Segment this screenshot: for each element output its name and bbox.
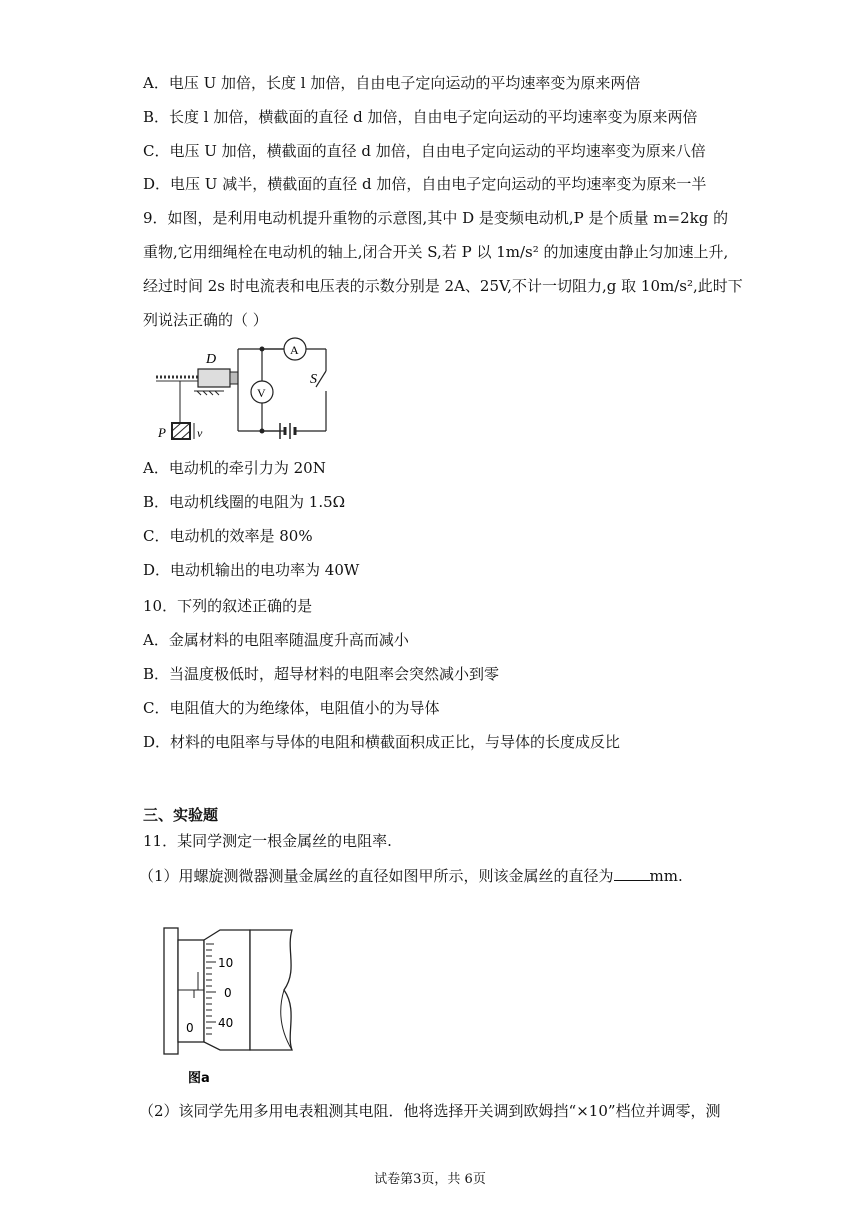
- q9-stem-line-4: 列说法正确的（ ）: [143, 311, 268, 329]
- section-title: 三、实验题: [143, 806, 219, 824]
- thimble-label-0: 0: [224, 986, 232, 1000]
- figure-caption: 图a: [188, 1071, 210, 1086]
- thimble-label-40: 40: [218, 1016, 234, 1030]
- q9-option-a: A．电动机的牵引力为 20N: [143, 459, 326, 477]
- q9-stem-line-1: 9．如图，是利用电动机提升重物的示意图,其中 D 是变频电动机,P 是个质量 m=2kg 的: [143, 209, 729, 227]
- motor-label: D: [206, 352, 217, 367]
- q8-option-c: C．电压 U 加倍，横截面的直径 d 加倍，自由电子定向运动的平均速率变为原来八倍: [143, 142, 706, 160]
- main-scale-label: 0: [186, 1021, 194, 1035]
- q11-part-1-unit: mm.: [649, 867, 683, 885]
- q10-stem: 10．下列的叙述正确的是: [143, 597, 313, 615]
- ammeter-label: A: [290, 343, 299, 357]
- thimble-label-10: 10: [218, 956, 234, 970]
- q8-option-d: D．电压 U 减半，横截面的直径 d 加倍，自由电子定向运动的平均速率变为原来一半: [143, 175, 707, 193]
- q10-option-c: C．电阻值大的为绝缘体，电阻值小的为导体: [143, 699, 440, 717]
- page-footer: 试卷第3页，共 6页: [374, 1172, 486, 1187]
- q8-option-a: A．电压 U 加倍，长度 l 加倍，自由电子定向运动的平均速率变为原来两倍: [143, 74, 641, 92]
- switch-label: S: [310, 372, 317, 387]
- q11-part-1: [139, 866, 683, 886]
- micrometer-figure: [158, 910, 318, 1088]
- q11-part-1-text: （1）用螺旋测微器测量金属丝的直径如图甲所示，则该金属丝的直径为: [139, 867, 614, 885]
- q10-option-b: B．当温度极低时，超导材料的电阻率会突然减小到零: [143, 665, 500, 683]
- q11-stem: 11．某同学测定一根金属丝的电阻率.: [143, 832, 392, 850]
- voltmeter-label: V: [257, 386, 266, 400]
- weight-label: P: [158, 425, 166, 440]
- q11-part-2: （2）该同学先用多用电表粗测其电阻．他将选择开关调到欧姆挡“×10”档位并调零，测: [139, 1102, 721, 1120]
- q10-option-d: D．材料的电阻率与导体的电阻和横截面积成正比，与导体的长度成反比: [143, 733, 621, 751]
- answer-blank[interactable]: [614, 866, 650, 881]
- q9-stem-line-3: 经过时间 2s 时电流表和电压表的示数分别是 2A、25V,不计一切阻力,g 取 10m/s²,此时下: [143, 277, 743, 295]
- motor-circuit-figure: [150, 335, 340, 445]
- q8-option-b: B．长度 l 加倍，横截面的直径 d 加倍，自由电子定向运动的平均速率变为原来两倍: [143, 108, 698, 126]
- q9-stem-line-2: 重物,它用细绳栓在电动机的轴上,闭合开关 S,若 P 以 1m/s² 的加速度由静止匀加速上升,: [143, 243, 729, 261]
- q9-option-b: B．电动机线圈的电阻为 1.5Ω: [143, 493, 346, 511]
- velocity-label: v: [197, 426, 203, 440]
- q9-option-c: C．电动机的效率是 80%: [143, 527, 313, 545]
- q9-option-d: D．电动机输出的电功率为 40W: [143, 561, 360, 579]
- q10-option-a: A．金属材料的电阻率随温度升高而减小: [143, 631, 409, 649]
